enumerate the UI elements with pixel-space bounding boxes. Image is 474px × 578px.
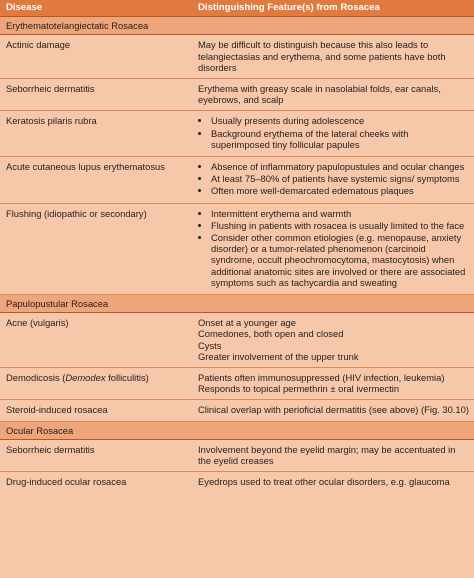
disease-name-part: folliculitis) bbox=[105, 372, 149, 384]
table-row bbox=[0, 111, 474, 157]
table-row bbox=[0, 313, 474, 368]
section-title: Papulopustular Rosacea bbox=[0, 295, 474, 313]
feature-bullet: • Flushing in patients with rosacea is usually limited to the face bbox=[211, 220, 469, 231]
feature-text: Clinical overlap with perioficial dermatitis (see above) (Fig. 30.10) bbox=[192, 400, 474, 421]
disease-name: Acne (vulgaris) bbox=[0, 313, 192, 368]
section-header bbox=[0, 421, 474, 439]
feature-bullet-list bbox=[198, 161, 469, 197]
feature-line: Patients often immunosuppressed (HIV infection, leukemia) bbox=[198, 372, 445, 384]
disease-name: Steroid-induced rosacea bbox=[0, 400, 192, 421]
feature-bullet: • Intermittent erythema and warmth bbox=[211, 208, 469, 219]
section-header bbox=[0, 17, 474, 35]
feature-cell bbox=[192, 313, 474, 368]
disease-name: Acute cutaneous lupus erythematosus bbox=[0, 157, 192, 204]
feature-text: Eyedrops used to treat other ocular disorders, e.g. glaucoma bbox=[198, 476, 450, 488]
table-row bbox=[0, 203, 474, 294]
feature-bullet-list bbox=[198, 208, 469, 288]
feature-text: May be difficult to distinguish because this also leads to telangiectasias and erythema, and some patients have both disorders bbox=[192, 35, 474, 79]
disease-name: Actinic damage bbox=[0, 35, 192, 79]
header-distinguishing-features: Distinguishing Feature(s) from Rosacea bbox=[192, 0, 474, 17]
table-row bbox=[0, 400, 474, 421]
disease-name bbox=[0, 368, 192, 400]
disease-name: Flushing (idiopathic or secondary) bbox=[0, 203, 192, 294]
disease-name: Drug-induced ocular rosacea bbox=[6, 476, 127, 488]
feature-line: Cysts bbox=[198, 339, 222, 351]
feature-bullet: • Often more well-demarcated edematous plaques bbox=[211, 185, 469, 196]
table-row bbox=[0, 157, 474, 204]
feature-cell bbox=[192, 157, 474, 204]
section-title: Ocular Rosacea bbox=[0, 421, 474, 439]
feature-cell bbox=[192, 111, 474, 157]
table-row bbox=[0, 79, 474, 111]
feature-bullet: • At least 75–80% of patients have systemic signs/ symptoms bbox=[211, 173, 469, 184]
feature-cell bbox=[192, 368, 474, 400]
feature-line: Onset at a younger age bbox=[198, 317, 296, 329]
disease-name-italic: Demodex bbox=[65, 372, 106, 384]
feature-bullet: • Background erythema of the lateral cheeks with superimposed tiny follicular papules bbox=[211, 128, 469, 150]
section-title: Erythematotelangiectatic Rosacea bbox=[0, 17, 474, 35]
table-row bbox=[0, 368, 474, 400]
feature-bullet-list bbox=[198, 115, 469, 150]
table-row bbox=[0, 472, 474, 493]
feature-text: Erythema with greasy scale in nasolabial folds, ear canals, eyebrows, and scalp bbox=[192, 79, 474, 111]
feature-bullet: • Absence of inflammatory papulopustules and ocular changes bbox=[211, 161, 469, 172]
feature-cell bbox=[192, 203, 474, 294]
feature-line: Comedones, both open and closed bbox=[198, 328, 344, 340]
disease-name: Seborrheic dermatitis bbox=[0, 439, 192, 471]
feature-text: Involvement beyond the eyelid margin; may be accentuated in the eyelid creases bbox=[192, 439, 474, 471]
table-row bbox=[0, 439, 474, 471]
feature-bullet: • Consider other common etiologies (e.g. menopause, anxiety disorder) or a tumor-related phenomenon (carcinoid syndrome, occult pheochromocytoma, mastocytosis) when additional anatomic sites are involved or there are associated symptoms such as tachycardia and sweating bbox=[211, 232, 469, 288]
header-disease: Disease bbox=[0, 0, 192, 17]
table-row bbox=[0, 35, 474, 79]
feature-bullet: • Usually presents during adolescence bbox=[211, 115, 469, 126]
table-header-row bbox=[0, 0, 474, 17]
disease-name: Seborrheic dermatitis bbox=[0, 79, 192, 111]
disease-name: Keratosis pilaris rubra bbox=[0, 111, 192, 157]
feature-line: Greater involvement of the upper trunk bbox=[198, 350, 359, 362]
section-header bbox=[0, 295, 474, 313]
feature-line: Responds to topical permethrin ± oral ivermectin bbox=[198, 383, 400, 395]
disease-name-part: Demodicosis ( bbox=[6, 372, 66, 384]
